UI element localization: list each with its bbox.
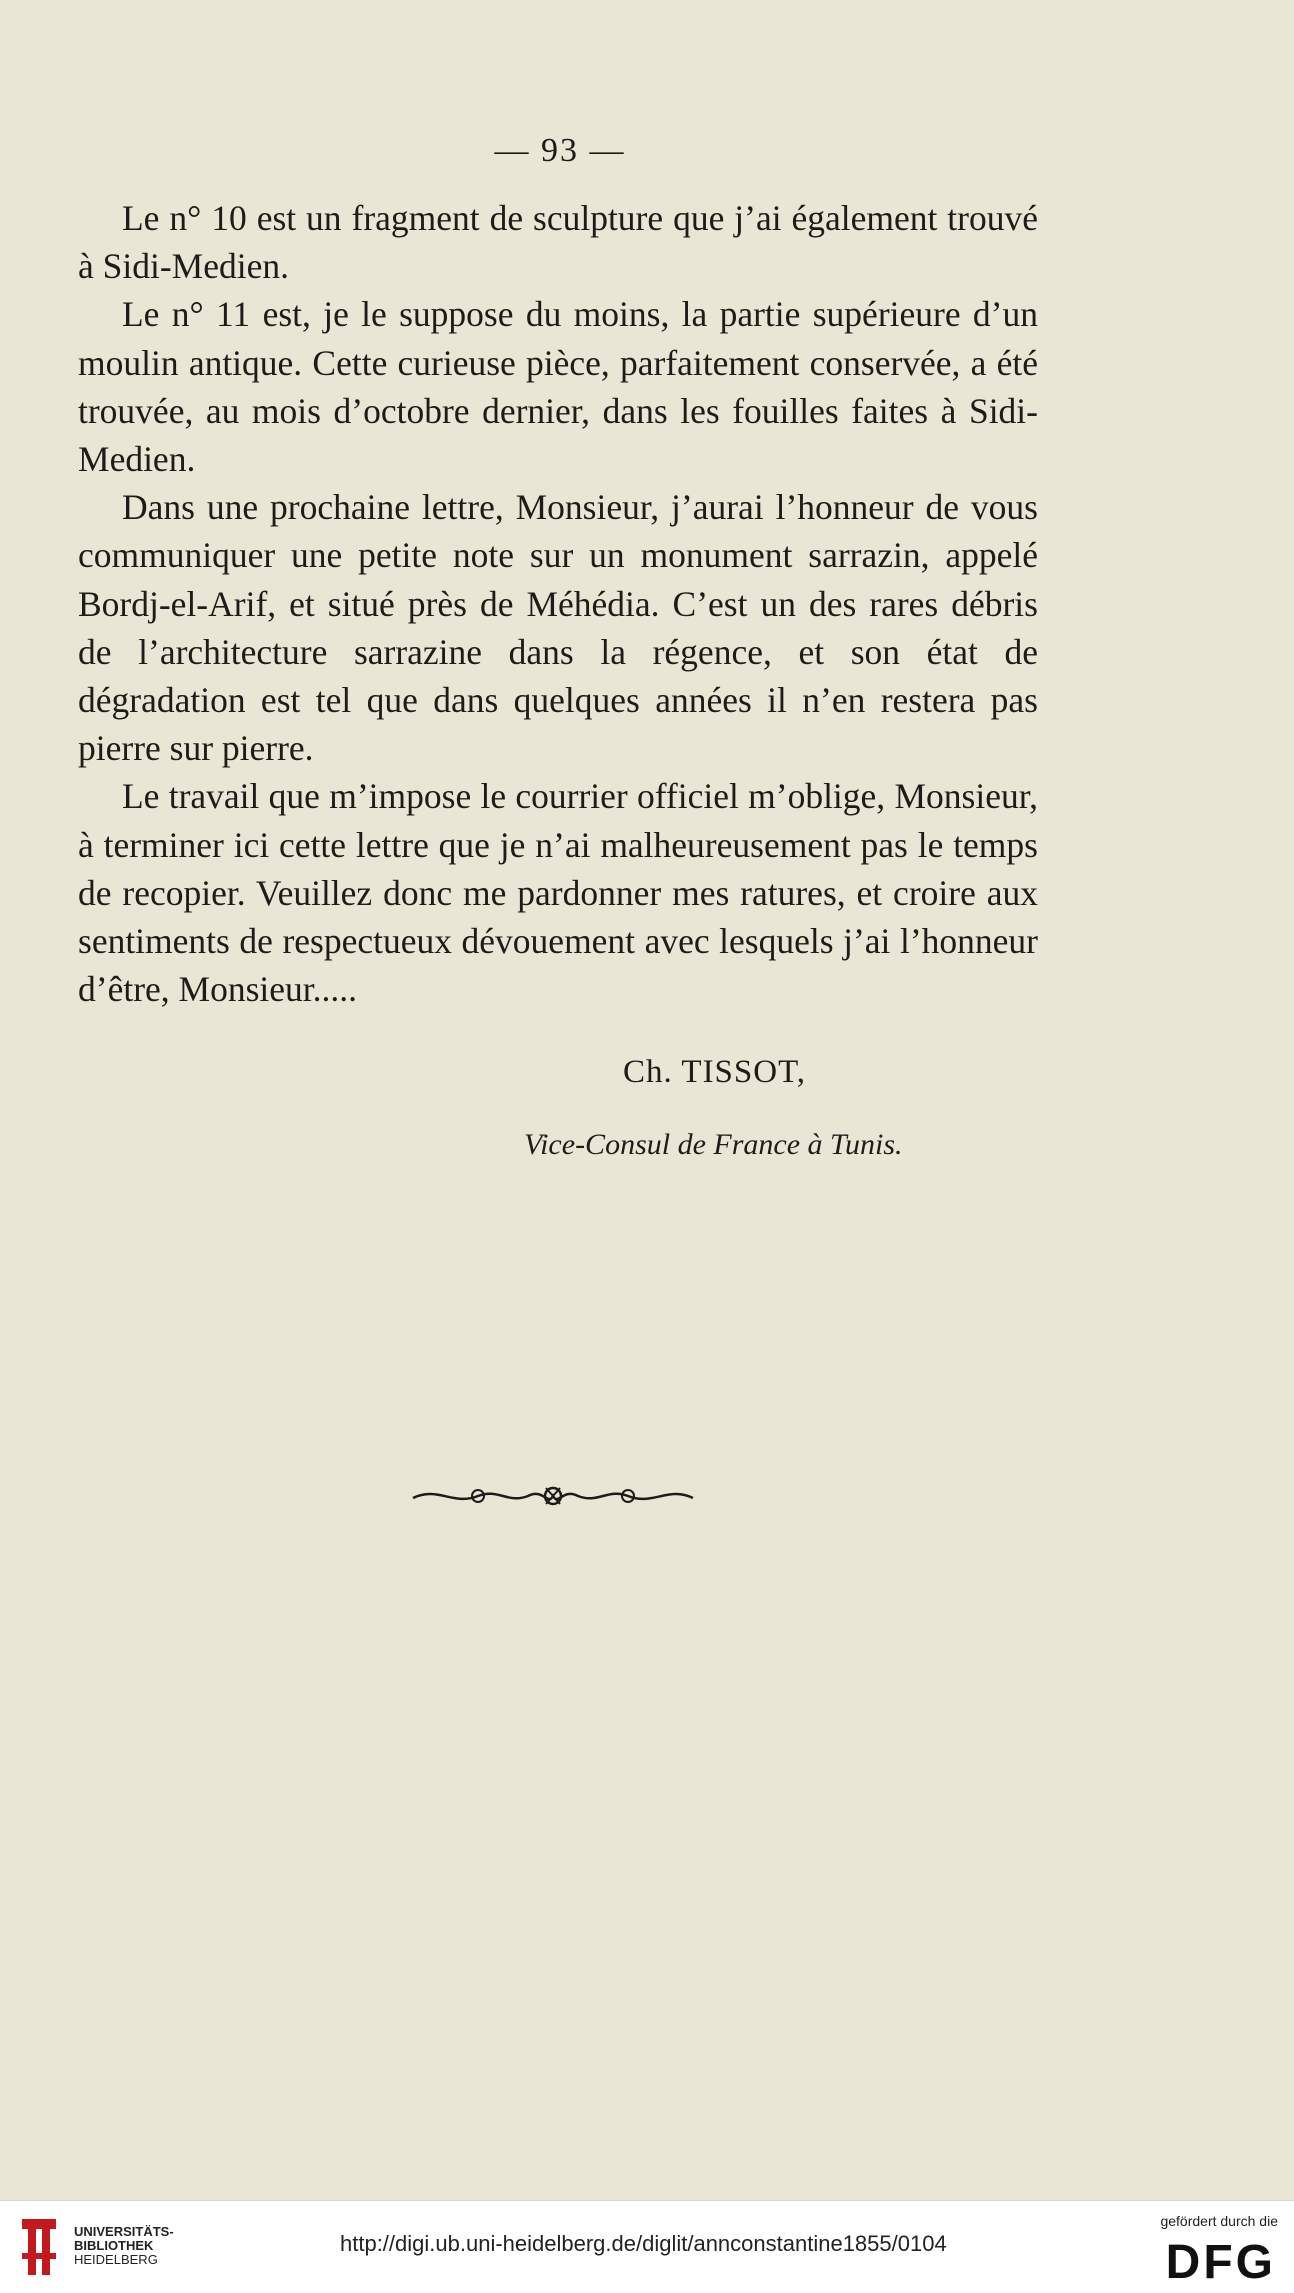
- signature-title: Vice-Consul de France à Tunis.: [524, 1128, 903, 1161]
- dfg-logo: DFG: [1165, 2236, 1276, 2289]
- paragraph-2: Le n° 11 est, je le suppose du moins, la partie supérieure d’un moulin antique. Cette curieuse pièce, parfaitement conservée, a été trouvée, au mois d’octobre dernier, dans les fouilles faites à Sidi-Medien.: [78, 294, 1038, 480]
- permalink-url[interactable]: http://digi.ub.uni-heidelberg.de/diglit/annconstantine1855/0104: [340, 2231, 947, 2256]
- library-name-line1: UNIVERSITÄTS-: [74, 2224, 174, 2239]
- ornament-divider-icon: [408, 1476, 698, 1516]
- letter-body: [78, 194, 1038, 1013]
- paragraph-4: Le travail que m’impose le courrier officiel m’oblige, Monsieur, à terminer ici cette lettre que je n’ai malheureusement pas le temps de recopier. Veuillez donc me pardonner mes ratures, et croire aux sentiments de respectueux dévouement avec lesquels j’ai l’honneur d’être, Monsieur.....: [78, 776, 1038, 1010]
- paragraph-3: Dans une prochaine lettre, Monsieur, j’aurai l’honneur de vous communiquer une petite note sur un monument sarrazin, appelé Bordj-el-Arif, et situé près de Méhédia. C’est un des rares débris de l’architecture sarrazine dans la régence, et son état de dégradation est tel que dans quelques années il n’en restera pas pierre sur pierre.: [78, 487, 1038, 769]
- library-name-line2: BIBLIOTHEK: [74, 2238, 154, 2253]
- university-logo-icon: [14, 2213, 64, 2281]
- library-name: [74, 2225, 234, 2267]
- signature-name: Ch. TISSOT,: [623, 1054, 807, 1090]
- funded-by-label: gefördert durch die: [1160, 2213, 1278, 2229]
- page-number: — 93 —: [494, 132, 626, 169]
- paragraph-1: Le n° 10 est un fragment de sculpture que j’ai également trouvé à Sidi-Medien.: [78, 198, 1038, 287]
- digitization-footer: [0, 2200, 1294, 2293]
- library-name-line3: HEIDELBERG: [74, 2252, 158, 2267]
